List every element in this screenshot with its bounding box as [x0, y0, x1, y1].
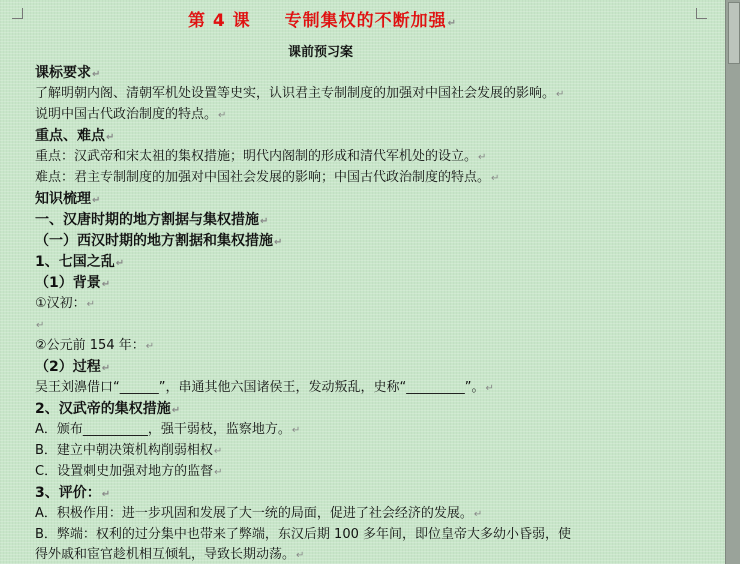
- section-heading: 一、汉唐时期的地方割据与集权措施↵: [35, 212, 269, 228]
- text-line: 说明中国古代政治制度的特点。↵: [35, 107, 227, 122]
- text-line: A．颁布__________，强干弱枝，监察地方。↵: [35, 422, 301, 437]
- text-line: 了解明朝内阁、清朝军机处设置等史实，认识君主专制制度的加强对中国社会发展的影响。↵: [35, 86, 565, 101]
- item-subheading: （2）过程↵: [35, 359, 111, 375]
- heading-curriculum: 课标要求↵: [35, 65, 101, 81]
- text-line: C．设置刺史加强对地方的监督↵: [35, 464, 223, 479]
- item-heading: 1、七国之乱↵: [35, 254, 125, 270]
- subsection-heading: （一）西汉时期的地方割据和集权措施↵: [35, 233, 283, 249]
- margin-corner-mark-left: [12, 8, 23, 19]
- lesson-number: 第 4 课: [188, 11, 251, 31]
- lesson-name: 专制集权的不断加强: [284, 11, 447, 31]
- vertical-scrollbar[interactable]: [725, 0, 740, 564]
- margin-corner-mark-right: [696, 8, 707, 19]
- text-line: 重点：汉武帝和宋太祖的集权措施；明代内阁制的形成和清代军机处的设立。↵: [35, 149, 487, 164]
- lesson-title: 第 4 课 专制集权的不断加强↵: [188, 11, 458, 31]
- text-line: 难点：君主专制制度的加强对中国社会发展的影响；中国古代政治制度的特点。↵: [35, 170, 500, 185]
- text-line: ②公元前 154 年：↵: [35, 338, 155, 353]
- text-line: B．弊端：权利的过分集中也带来了弊端，东汉后期 100 多年间，即位皇帝大多幼小昏弱，使: [35, 527, 571, 542]
- heading-key-points: 重点、难点↵: [35, 128, 115, 144]
- text-line: 吴王刘濞借口“______”，串通其他六国诸侯王，发动叛乱，史称“_________”。↵: [35, 380, 494, 395]
- item-heading: 3、评价：↵: [35, 485, 111, 501]
- item-heading: 2、汉武帝的集权措施↵: [35, 401, 181, 417]
- text-line: A．积极作用：进一步巩固和发展了大一统的局面，促进了社会经济的发展。↵: [35, 506, 483, 521]
- text-line: B．建立中朝决策机构削弱相权↵: [35, 443, 223, 458]
- section-subtitle: 课前预习案: [288, 45, 354, 60]
- empty-line: ↵: [36, 320, 45, 331]
- scrollbar-thumb[interactable]: [728, 2, 740, 64]
- text-line: ①汉初：↵: [35, 296, 96, 311]
- item-subheading: （1）背景↵: [35, 275, 111, 291]
- heading-knowledge: 知识梳理↵: [35, 191, 101, 207]
- text-line: 得外戚和宦官趁机相互倾轧，导致长期动荡。↵: [35, 547, 305, 562]
